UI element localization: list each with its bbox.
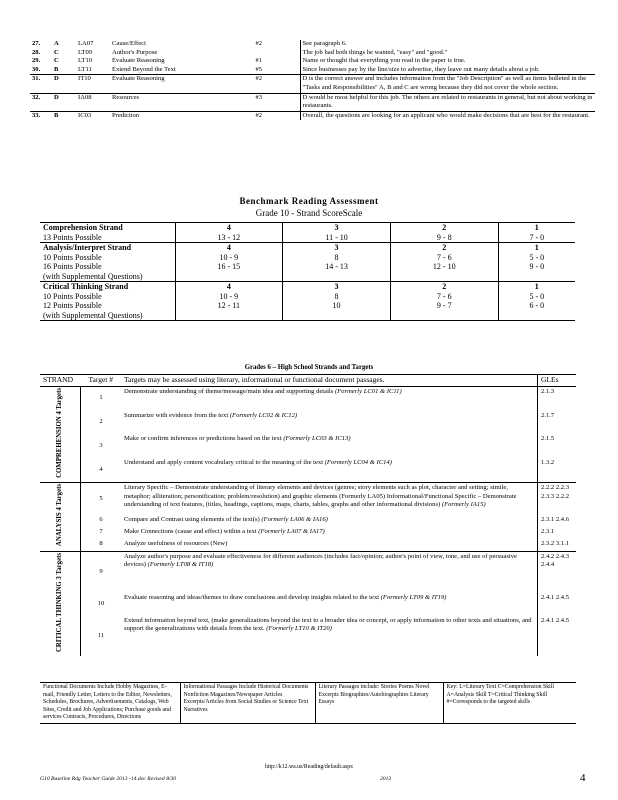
target-description [121,458,538,483]
level-label: 2 [390,223,498,233]
skill-code: LT10 [78,57,93,65]
level-label: 3 [283,282,391,292]
strand-name: ANALYSIS 4 Targets [55,484,63,547]
points-label: 16 Points Possible [43,262,102,271]
reference-url[interactable]: http://k12.wa.us/Reading/default.aspx [264,764,354,770]
paragraph-ref: #2 [218,111,300,120]
target-row [40,386,576,411]
informational-passages: Informational Passages Include Historical Documents Nonfiction Magazines/Newspaper Articles Excerpts/Articles from Social Studies or Science Text Narratives [180,683,315,724]
question-number: 31. [30,75,52,93]
points-label: (with Supplemental Questions) [40,311,175,321]
skill-code: LT11 [78,65,92,73]
answer-letter: A [54,40,59,47]
target-text: Analyze author's purpose and evaluate effectiveness for different audiences (includes fact/opinion; author's point of view, tone, and use of persuasive devices) [124,552,517,569]
target-text: Make or confirm inferences or predictions based on the text [124,435,282,443]
benchmark-title: Benchmark Reading Assessment [239,196,379,206]
target-description [121,483,538,515]
former-code: (Formerly LA06 & IA16) [261,515,328,523]
gle-codes: 2.2.2 2.2.3 2.3.3 2.2.2 [538,483,577,515]
paragraph-ref: #5 [255,65,263,73]
target-number: 11 [97,631,105,639]
target-text: Analyze usefulness of resources (New) [124,539,228,547]
functional-documents: Functional Documents Include Hobby Magazines, E-mail, Friendly Letter, Letters to the Editor, Newsletters, Schedules, Brochures, Advertisements, Catalogs, Web Sites, Credit and Job Applications; Purchase goods and services Contracts, Procedures, Directions [43,684,172,721]
question-number: 28. [32,48,41,56]
question-number: 32. [30,93,52,111]
skill-name: Evaluate Reasoning [110,75,218,93]
target-row [40,515,576,527]
explanation: D is the correct answer and includes information from the "Job Description" as well as items bulleted in the "Tasks and Responsibilities" A, B and C are wrong because they did not cover the whole section. [300,75,595,93]
points-label: (with Supplemental Questions) [43,271,143,281]
strand-section-header [40,243,575,253]
score-range: 9 - 8 [390,233,498,243]
former-code: (Formerly LT10 & IT20) [266,625,332,633]
score-range: 7 - 6 [390,253,498,263]
target-text: Extend information beyond text, (make generalizations beyond the text to a broader idea or concept, or apply information to other texts and situations, and support the generalizations with details from the text. [124,616,532,633]
explanation: D would be most helpful for this job. The others are related to restaurants in general, but not about working in restaurants. [300,93,595,111]
target-number: 7 [99,528,103,536]
score-row [40,301,575,311]
target-description [121,515,538,527]
strand-label [40,551,81,656]
score-range [283,272,391,282]
level-label: 3 [283,223,391,233]
paragraph-ref [218,49,300,58]
skill-name: Prediction [110,111,218,120]
gle-codes: 2.1.3 [538,386,577,411]
gle-codes: 2.4.1 2.4.5 [538,593,577,616]
target-text: Demonstrate understanding of theme/message/main idea and supporting details [124,387,334,395]
explanation: See paragraph 6. [300,40,595,49]
score-range: 10 - 9 [175,253,283,263]
target-row [40,527,576,539]
question-number: 33. [30,111,52,120]
score-range: 6 - 0 [498,301,575,311]
target-row [40,458,576,483]
target-row [40,483,576,515]
score-row [40,253,575,263]
answer-row [30,111,595,120]
strands-targets-table [40,374,576,656]
target-description [121,593,538,616]
skill-name: Resources [110,93,218,111]
answer-row [30,57,595,66]
score-range [175,311,283,321]
score-range [283,311,391,321]
answer-letter: B [52,111,76,120]
score-range: 5 - 0 [498,292,575,302]
target-number: 8 [99,540,103,548]
skill-name: Cause/Effect [112,40,146,47]
gle-codes: 2.3.2 3.1.1 [538,539,577,552]
answer-row [30,49,595,58]
gle-codes: 2.4.2 2.4.3 2.4.4 [538,551,577,593]
target-row [40,616,576,657]
score-row [40,311,575,321]
skill-code: IA08 [76,93,110,111]
score-range: 7 - 6 [390,292,498,302]
benchmark-subtitle: Grade 10 - Strand ScoreScale [255,208,363,218]
gle-codes: 2.1.5 [538,434,577,458]
target-row [40,551,576,593]
strand-label [40,483,81,552]
target-text: Evaluate reasoning and ideas/themes to draw conclusions and develop insights related to the text [124,594,380,602]
passage-key-table [40,682,576,724]
target-text: Literary Specific – Demonstrate understanding of literary elements and devices (genres; story elements such as plot, character and setting; simile, metaphor; alliteration; personification; problem/resolution) and graphic elements (Formerly LA05) Informational/Functional Specific – Demonstrate understanding of text features, (titles, headings, captions, maps, charts, tables, graphs and other informational divisions) [124,484,517,509]
target-number: 3 [99,441,103,449]
strand-label [40,386,81,482]
answer-letter: B [54,65,59,73]
answer-row [30,66,595,75]
target-row [40,539,576,552]
target-number: 5 [81,483,122,515]
score-range: 10 - 9 [175,292,283,302]
target-description [121,616,538,657]
answer-row [30,75,595,93]
paragraph-ref: #3 [218,93,300,111]
answer-letter: C [54,57,59,65]
gle-codes: 2.1.7 [538,411,577,435]
target-row [40,411,576,435]
target-header: Target # [81,375,122,387]
literary-passages: Literary Passages include: Stories Poems Novel Excerpts Biographies/Autobiographies Literary Essays [315,683,443,724]
skill-code: LT09 [78,48,93,56]
strand-section-header [40,282,575,292]
former-code: (Formerly IA15) [441,501,486,509]
target-text: Make Connections (cause and effect) within a text [124,527,257,535]
target-number: 4 [99,465,103,473]
score-range: 10 [283,301,391,311]
score-range: 16 - 15 [175,262,283,272]
score-range: 7 - 0 [498,233,575,243]
points-label: 13 Points Possible [43,232,102,242]
score-range: 9 - 7 [390,301,498,311]
gle-codes: 1.3.2 [538,458,577,483]
level-label: 2 [390,243,498,253]
level-label: 2 [390,282,498,292]
target-text: Compare and Contrast using elements of the text(s) [124,515,260,523]
score-row [40,262,575,272]
strand-header: STRAND [40,375,81,387]
explanation: The job had both things he wanted, "easy" and "good." [300,49,595,58]
question-number: 30. [32,65,41,73]
points-label: 10 Points Possible [43,291,102,301]
strand-name: COMPREHENSION 4 Targets [55,387,63,478]
target-text: Summarize with evidence from the text [124,411,229,419]
target-description [121,411,538,435]
explanation: Overall, the questions are looking for an applicant who would make decisions that are best for the restaurant. [300,111,595,120]
strand-name: CRITICAL THINKING 3 Targets [55,552,63,652]
former-code: (Formerly LC02 & IC12) [229,411,298,419]
answer-row [30,93,595,111]
answer-letter: D [52,75,76,93]
target-description [121,434,538,458]
answer-letter: C [54,48,59,56]
score-range: 14 - 13 [283,262,391,272]
score-range [498,311,575,321]
score-range [498,272,575,282]
target-number: 2 [99,418,103,426]
skill-code: IC03 [76,111,110,120]
skill-name: Evaluate Reasoning [112,57,165,65]
level-label: 1 [498,282,575,292]
footer-doc: G10 Baseline Rdg Teacher Guide 2013 -14.doc Revised 8/30 [40,776,177,782]
answer-letter: D [52,93,76,111]
score-range: 5 - 0 [498,253,575,263]
level-label: 3 [283,243,391,253]
former-code: (Formerly LC03 & IC13) [283,435,351,443]
target-row [40,434,576,458]
target-description [121,539,538,552]
score-range: 9 - 0 [498,262,575,272]
target-number: 1 [99,394,103,402]
points-label: 12 Points Possible [43,301,102,310]
target-description [121,527,538,539]
strands-header-row [40,375,576,387]
skill-code: IT10 [76,75,110,93]
gle-codes: 2.3.1 [538,527,577,539]
paragraph-ref: #1 [255,57,263,65]
question-number: 29. [32,57,41,65]
former-code: (Formerly LT09 & IT19) [380,594,447,602]
target-number: 6 [99,516,103,524]
score-range [390,272,498,282]
level-label: 4 [175,243,283,253]
level-label: 4 [175,282,283,292]
target-number: 10 [97,600,105,608]
strands-title: Grades 6 – High School Strands and Targets [244,364,374,371]
target-row [40,593,576,616]
score-row [40,272,575,282]
question-number: 27. [32,40,41,47]
score-row [40,233,575,243]
strand-name: Critical Thinking Strand [40,282,175,292]
strand-name: Comprehension Strand [40,223,175,233]
page-number: 4 [580,772,586,784]
answer-key-table [30,40,595,120]
strand-name: Analysis/Interpret Strand [40,243,175,253]
score-range: 11 - 10 [283,233,391,243]
skill-key: Key: L=Literary Text C=Comprehension Skill A=Analysis Skill T=Critical Thinking Skill #=Corresponds to the targeted skills [443,683,576,724]
footer [40,776,576,782]
paragraph-ref: #2 [218,75,300,93]
answer-row [30,40,595,49]
skill-code: LA07 [78,40,94,47]
footer-year: 2013 [380,776,392,782]
gle-codes: 2.3.1 2.4.6 [538,515,577,527]
paragraph-ref: #2 [255,40,263,47]
gle-header: GLEs [538,375,577,387]
score-range: 12 - 10 [390,262,498,272]
score-range: 12 - 11 [175,301,283,311]
skill-name: Extend Beyond the Text [112,65,176,73]
gle-codes: 2.4.1 2.4.5 [538,616,577,657]
points-label: 10 Points Possible [43,252,102,262]
former-code: (Formerly LC04 & IC14) [324,458,392,466]
score-range: 13 - 12 [175,233,283,243]
description-header: Targets may be assessed using literary, informational or functional document passages. [121,375,538,387]
explanation: Since businesses pay by the line/size to advertise, they leave out many details about a job. [300,66,595,75]
former-code: (Formerly LT08 & IT18) [147,561,214,569]
score-range: 8 [283,292,391,302]
former-code: (Formerly LC01 & IC11) [334,387,402,395]
score-range [390,311,498,321]
skill-name: Author's Purpose [112,48,158,56]
level-label: 1 [498,223,575,233]
target-description [121,551,538,593]
explanation: Name or thought that everything you read in the paper is true. [300,57,595,66]
score-range: 8 [283,253,391,263]
score-range [175,272,283,282]
target-number: 9 [81,551,122,593]
strand-section-header [40,223,575,233]
level-label: 1 [498,243,575,253]
target-text: Understand and apply content vocabulary critical to the meaning of the text [124,458,324,466]
former-code: (Formerly LA07 & IA17) [258,527,325,535]
target-description [121,386,538,411]
score-scale-table [40,222,575,321]
score-row [40,292,575,302]
level-label: 4 [175,223,283,233]
